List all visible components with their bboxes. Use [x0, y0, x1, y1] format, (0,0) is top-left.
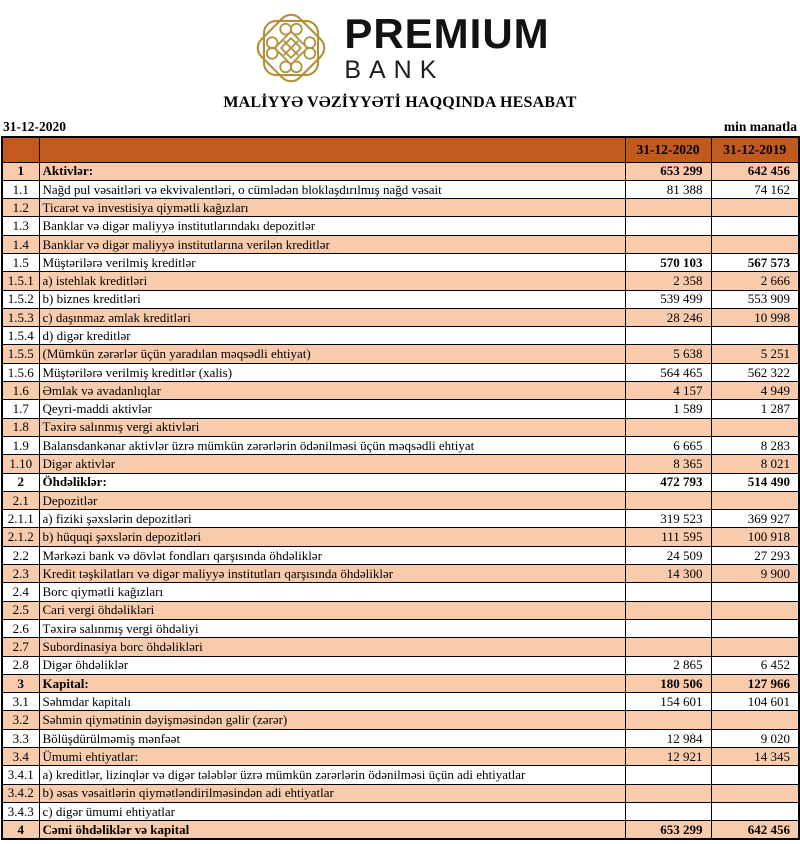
table-row [2, 748, 799, 766]
value-2019 [711, 601, 799, 619]
value-2020: 8 365 [625, 455, 711, 473]
row-number: 3.4.3 [2, 802, 39, 820]
table-row [2, 436, 799, 454]
value-2020 [625, 638, 711, 656]
value-2020: 570 103 [625, 253, 711, 271]
value-2019: 2 666 [711, 272, 799, 290]
row-number: 1.5.4 [2, 327, 39, 345]
value-2019: 1 287 [711, 400, 799, 418]
value-2019: 27 293 [711, 546, 799, 564]
value-2020: 12 921 [625, 748, 711, 766]
row-number: 1.5.3 [2, 308, 39, 326]
table-row [2, 528, 799, 546]
row-number: 1.8 [2, 418, 39, 436]
value-2019 [711, 802, 799, 820]
table-row [2, 180, 799, 198]
row-label: Aktivlər: [39, 162, 625, 180]
table-row [2, 601, 799, 619]
value-2020: 4 157 [625, 382, 711, 400]
row-label: Müştərilərə verilmiş kreditlər (xalis) [39, 363, 625, 381]
value-2019 [711, 235, 799, 253]
value-2019 [711, 327, 799, 345]
row-label: b) əsas vəsaitlərin qiymətləndirilməsindən adi ehtiyatlar [39, 784, 625, 802]
row-label: Müştərilərə verilmiş kreditlər [39, 253, 625, 271]
row-label: Cari vergi öhdəlikləri [39, 601, 625, 619]
value-2019: 104 601 [711, 693, 799, 711]
row-number: 1.7 [2, 400, 39, 418]
value-2019: 642 456 [711, 162, 799, 180]
row-number: 3.2 [2, 711, 39, 729]
row-label: Kapital: [39, 674, 625, 692]
value-2020: 472 793 [625, 473, 711, 491]
row-number: 1 [2, 162, 39, 180]
value-2020: 6 665 [625, 436, 711, 454]
value-2019: 14 345 [711, 748, 799, 766]
row-label: Kredit təşkilatları və digər maliyyə institutları qarşısında öhdəliklər [39, 565, 625, 583]
value-2019 [711, 583, 799, 601]
value-2019: 74 162 [711, 180, 799, 198]
table-row [2, 327, 799, 345]
value-2019: 9 020 [711, 729, 799, 747]
row-number: 3.4 [2, 748, 39, 766]
row-label: Əmlak və avadanlıqlar [39, 382, 625, 400]
row-number: 2 [2, 473, 39, 491]
value-2020: 24 509 [625, 546, 711, 564]
table-row [2, 491, 799, 509]
table-row [2, 583, 799, 601]
table-row [2, 729, 799, 747]
row-number: 2.5 [2, 601, 39, 619]
row-label: Ümumi ehtiyatlar: [39, 748, 625, 766]
value-2020: 1 589 [625, 400, 711, 418]
value-2020 [625, 766, 711, 784]
table-row [2, 674, 799, 692]
unit-label: min manatla [723, 119, 797, 134]
table-row [2, 784, 799, 802]
value-2020 [625, 235, 711, 253]
value-2020 [625, 418, 711, 436]
table-header-row [2, 137, 799, 162]
row-label: Subordinasiya borc öhdəlikləri [39, 638, 625, 656]
row-number: 2.8 [2, 656, 39, 674]
value-2020 [625, 583, 711, 601]
row-label: Banklar və digər maliyyə institutlarındakı depozitlər [39, 217, 625, 235]
table-row [2, 363, 799, 381]
row-label: d) digər kreditlər [39, 327, 625, 345]
celtic-knot-emblem-icon [250, 7, 332, 89]
table-row [2, 546, 799, 564]
row-label: Ticarət və investisiya qiymətli kağızları [39, 199, 625, 217]
value-2020 [625, 619, 711, 637]
table-row [2, 455, 799, 473]
table-row [2, 418, 799, 436]
value-2020: 154 601 [625, 693, 711, 711]
table-row [2, 217, 799, 235]
bank-wordmark [344, 10, 550, 84]
row-number: 1.10 [2, 455, 39, 473]
value-2019: 6 452 [711, 656, 799, 674]
value-2020 [625, 491, 711, 509]
table-row [2, 619, 799, 637]
table-row [2, 802, 799, 820]
value-2019 [711, 199, 799, 217]
header-empty-num [2, 137, 39, 162]
row-number: 3 [2, 674, 39, 692]
value-2019: 369 927 [711, 510, 799, 528]
row-number: 1.1 [2, 180, 39, 198]
row-number: 3.1 [2, 693, 39, 711]
value-2020 [625, 711, 711, 729]
value-2019 [711, 766, 799, 784]
row-number: 1.5.2 [2, 290, 39, 308]
value-2020: 81 388 [625, 180, 711, 198]
value-2019 [711, 491, 799, 509]
row-label: Səhmdar kapitalı [39, 693, 625, 711]
row-label: a) kreditlər, lizinqlər və digər tələblər üzrə mümkün zərərlərin ödənilməsi üçün adi ehtiyatlar [39, 766, 625, 784]
financial-position-table [1, 136, 800, 840]
row-number: 2.6 [2, 619, 39, 637]
row-label: Digər öhdəliklər [39, 656, 625, 674]
value-2019: 562 322 [711, 363, 799, 381]
header-col-2019: 31-12-2019 [711, 137, 799, 162]
row-label: Banklar və digər maliyyə institutlarına verilən kreditlər [39, 235, 625, 253]
row-label: Digər aktivlər [39, 455, 625, 473]
value-2020 [625, 217, 711, 235]
value-2019: 10 998 [711, 308, 799, 326]
row-number: 3.4.2 [2, 784, 39, 802]
table-row [2, 473, 799, 491]
row-label: c) daşınmaz əmlak kreditləri [39, 308, 625, 326]
row-label: Təxirə salınmış vergi öhdəliyi [39, 619, 625, 637]
value-2020: 14 300 [625, 565, 711, 583]
table-row [2, 290, 799, 308]
value-2019: 8 021 [711, 455, 799, 473]
row-number: 1.5.1 [2, 272, 39, 290]
row-number: 2.7 [2, 638, 39, 656]
row-number: 1.5.6 [2, 363, 39, 381]
table-row [2, 565, 799, 583]
row-label: Bölüşdürülməmiş mənfəət [39, 729, 625, 747]
row-label: Cəmi öhdəliklər və kapital [39, 821, 625, 839]
report-meta [0, 119, 800, 135]
row-label: b) hüquqi şəxslərin depozitləri [39, 528, 625, 546]
value-2019 [711, 784, 799, 802]
row-number: 1.5 [2, 253, 39, 271]
value-2019: 642 456 [711, 821, 799, 839]
table-row [2, 272, 799, 290]
table-row [2, 821, 799, 839]
row-number: 2.1 [2, 491, 39, 509]
value-2020: 539 499 [625, 290, 711, 308]
value-2019: 553 909 [711, 290, 799, 308]
table-row [2, 400, 799, 418]
table-row [2, 162, 799, 180]
row-number: 2.2 [2, 546, 39, 564]
value-2019: 100 918 [711, 528, 799, 546]
value-2020: 5 638 [625, 345, 711, 363]
header-empty-label [39, 137, 625, 162]
table-row [2, 253, 799, 271]
value-2019: 5 251 [711, 345, 799, 363]
row-number: 1.6 [2, 382, 39, 400]
value-2020 [625, 327, 711, 345]
row-number: 4 [2, 821, 39, 839]
value-2020: 2 865 [625, 656, 711, 674]
report-date: 31-12-2020 [3, 119, 66, 134]
row-number: 3.3 [2, 729, 39, 747]
value-2020 [625, 802, 711, 820]
brand-subtitle: BANK [344, 56, 445, 84]
value-2020: 319 523 [625, 510, 711, 528]
row-number: 2.1.1 [2, 510, 39, 528]
value-2020: 28 246 [625, 308, 711, 326]
row-number: 2.4 [2, 583, 39, 601]
table-row [2, 711, 799, 729]
value-2019: 8 283 [711, 436, 799, 454]
table-row [2, 693, 799, 711]
table-row [2, 656, 799, 674]
row-label: Təxirə salınmış vergi aktivləri [39, 418, 625, 436]
row-label: a) istehlak kreditləri [39, 272, 625, 290]
value-2019: 567 573 [711, 253, 799, 271]
value-2019: 9 900 [711, 565, 799, 583]
value-2020: 111 595 [625, 528, 711, 546]
value-2020: 12 984 [625, 729, 711, 747]
row-label: a) fiziki şəxslərin depozitləri [39, 510, 625, 528]
table-row [2, 235, 799, 253]
value-2019 [711, 619, 799, 637]
value-2020: 653 299 [625, 821, 711, 839]
row-number: 3.4.1 [2, 766, 39, 784]
table-row [2, 308, 799, 326]
row-number: 1.3 [2, 217, 39, 235]
row-number: 1.2 [2, 199, 39, 217]
value-2019 [711, 418, 799, 436]
row-label: Öhdəliklər: [39, 473, 625, 491]
value-2019: 127 966 [711, 674, 799, 692]
header-col-2020: 31-12-2020 [625, 137, 711, 162]
row-number: 2.3 [2, 565, 39, 583]
value-2020 [625, 199, 711, 217]
bank-logo [0, 0, 800, 92]
value-2020: 564 465 [625, 363, 711, 381]
table-row [2, 510, 799, 528]
row-number: 1.5.5 [2, 345, 39, 363]
row-label: Depozitlər [39, 491, 625, 509]
table-row [2, 766, 799, 784]
value-2019: 514 490 [711, 473, 799, 491]
brand-name: PREMIUM [344, 10, 550, 57]
row-label: (Mümkün zərərlər üçün yaradılan məqsədli ehtiyat) [39, 345, 625, 363]
row-number: 1.9 [2, 436, 39, 454]
row-label: Qeyri-maddi aktivlər [39, 400, 625, 418]
value-2019: 4 949 [711, 382, 799, 400]
row-label: Balansdankənar aktivlər üzrə mümkün zərərlərin ödənilməsi üçün məqsədli ehtiyat [39, 436, 625, 454]
value-2020: 180 506 [625, 674, 711, 692]
row-label: c) digər ümumi ehtiyatlar [39, 802, 625, 820]
value-2020: 653 299 [625, 162, 711, 180]
table-row [2, 199, 799, 217]
row-label: Səhmin qiymətinin dəyişməsindən gəlir (zərər) [39, 711, 625, 729]
table-row [2, 638, 799, 656]
row-label: Mərkəzi bank və dövlət fondları qarşısında öhdəliklər [39, 546, 625, 564]
value-2019 [711, 638, 799, 656]
row-label: b) biznes kreditləri [39, 290, 625, 308]
row-label: Borc qiymətli kağızları [39, 583, 625, 601]
value-2019 [711, 711, 799, 729]
value-2020: 2 358 [625, 272, 711, 290]
value-2020 [625, 601, 711, 619]
row-label: Nağd pul vəsaitləri və ekvivalentləri, o cümlədən bloklaşdırılmış nağd vəsait [39, 180, 625, 198]
row-number: 1.4 [2, 235, 39, 253]
row-number: 2.1.2 [2, 528, 39, 546]
table-row [2, 345, 799, 363]
table-row [2, 382, 799, 400]
value-2019 [711, 217, 799, 235]
report-title: MALİYYƏ VƏZİYYƏTİ HAQQINDA HESABAT [223, 94, 577, 111]
value-2020 [625, 784, 711, 802]
